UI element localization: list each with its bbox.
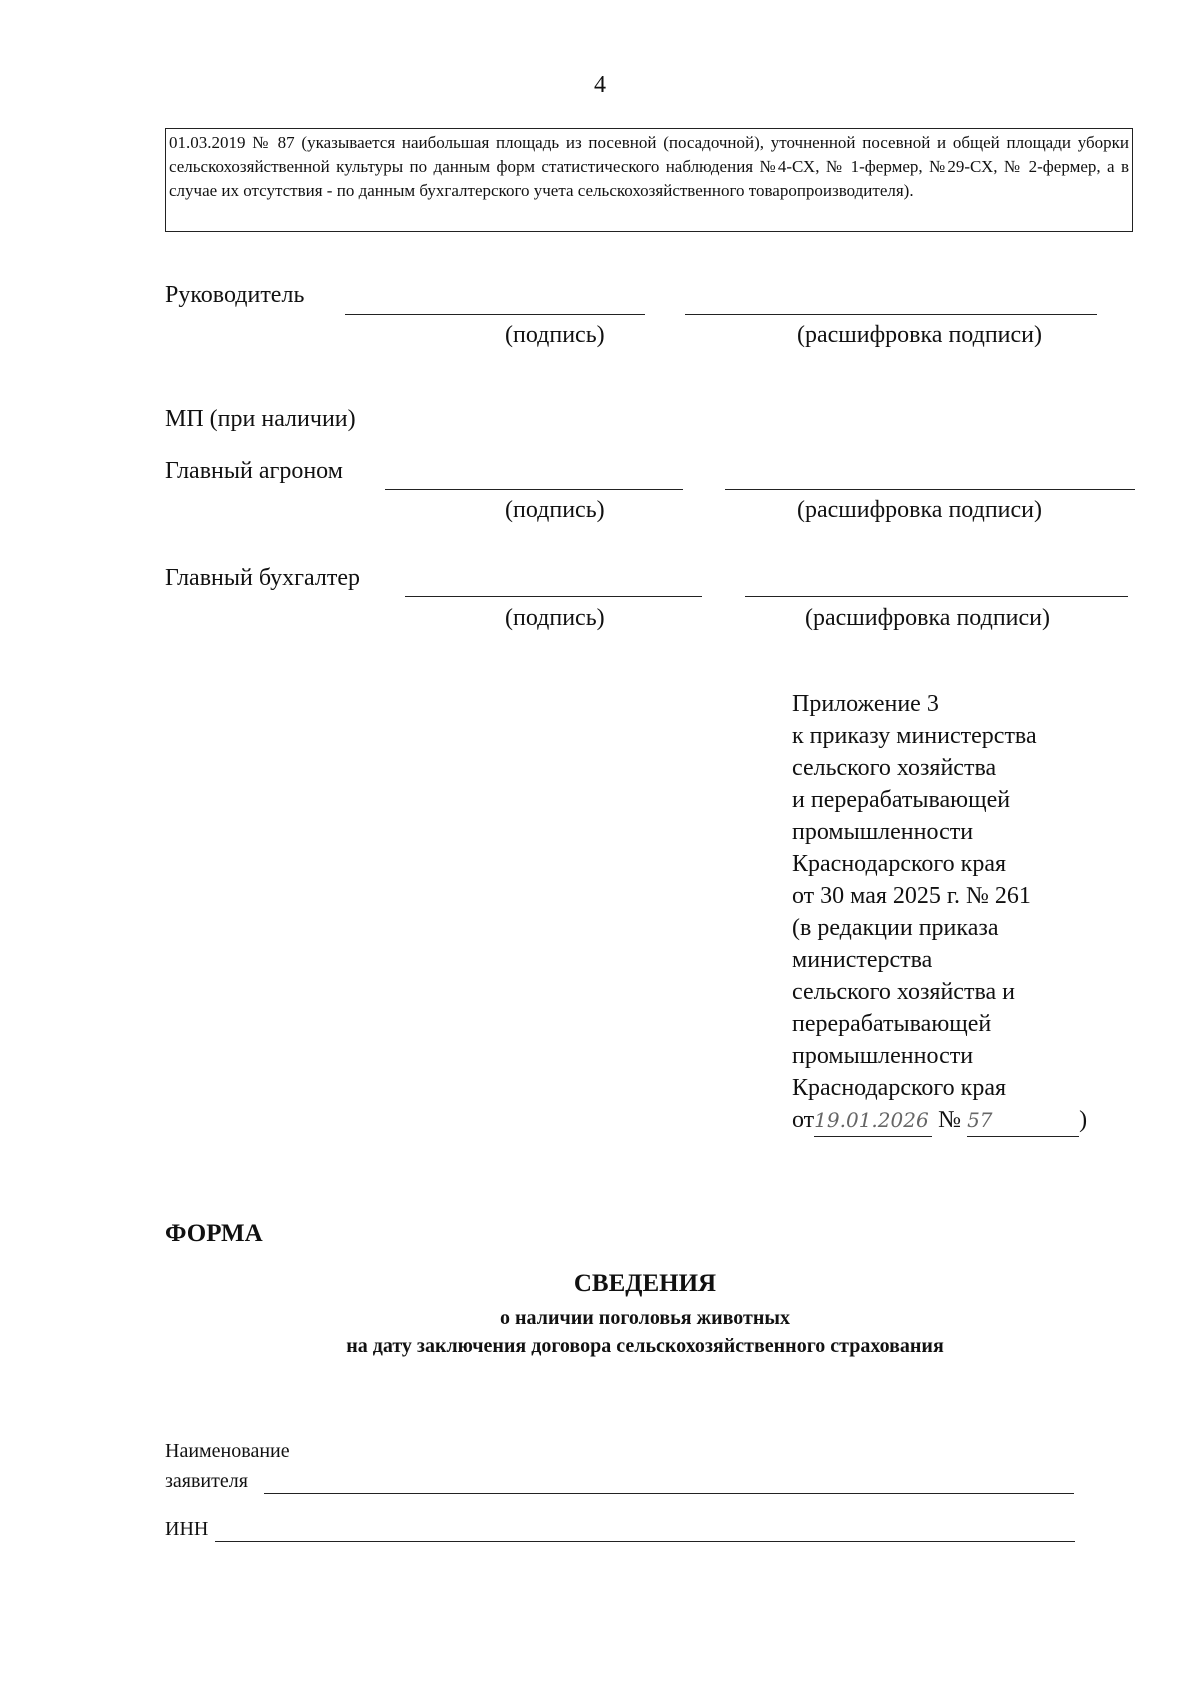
appendix-line: министерства xyxy=(792,947,933,973)
head-decode-line xyxy=(685,314,1097,315)
agronomist-sign-caption: (подпись) xyxy=(505,497,605,523)
appendix-line: сельского хозяйства и xyxy=(792,979,1015,1005)
accountant-sign-caption: (подпись) xyxy=(505,605,605,631)
appendix-line: и перерабатывающей xyxy=(792,787,1011,813)
appendix-line: от 30 мая 2025 г. № 261 xyxy=(792,883,1031,909)
appendix-line: перерабатывающей xyxy=(792,1011,992,1037)
applicant-label-1: Наименование xyxy=(165,1440,290,1462)
appendix-line: промышленности xyxy=(792,819,974,845)
agronomist-decode-caption: (расшифровка подписи) xyxy=(797,497,1042,523)
title-line-2: на дату заключения договора сельскохозяйственного страхования xyxy=(346,1335,944,1357)
head-label: Руководитель xyxy=(165,282,305,308)
date-prefix: от xyxy=(792,1107,815,1133)
title-line-1: о наличии поголовья животных xyxy=(500,1307,790,1329)
handwritten-date: 19.01.2026 xyxy=(814,1104,932,1137)
inn-label: ИНН xyxy=(165,1518,209,1540)
appendix-line: к приказу министерства xyxy=(792,723,1037,749)
stamp-label: МП (при наличии) xyxy=(165,406,356,432)
appendix-line: Приложение 3 xyxy=(792,691,939,717)
appendix-line: Краснодарского края xyxy=(792,1075,1007,1101)
inn-field-line[interactable] xyxy=(215,1541,1075,1542)
number-sign: № xyxy=(938,1107,962,1133)
applicant-field-line[interactable] xyxy=(264,1493,1074,1494)
form-label: ФОРМА xyxy=(165,1220,263,1247)
note-box: 01.03.2019 № 87 (указывается наибольшая площадь из посевной (посадочной), уточненной посевной и общей площади уборки сельскохозяйственной культуры по данным форм статистического наблюдения №4-СХ, № 1-фермер, №29-СХ, № 2-фермер, а в случае их отсутствия - по данным бухгалтерского учета сельскохозяйственного товаропроизводителя). xyxy=(165,128,1133,232)
appendix-line: (в редакции приказа xyxy=(792,915,999,941)
document-title: СВЕДЕНИЯ xyxy=(573,1270,717,1297)
head-decode-caption: (расшифровка подписи) xyxy=(797,322,1042,348)
accountant-label: Главный бухгалтер xyxy=(165,565,360,591)
accountant-decode-line xyxy=(745,596,1128,597)
head-sign-caption: (подпись) xyxy=(505,322,605,348)
appendix-block xyxy=(792,688,1112,1137)
appendix-line: промышленности xyxy=(792,1043,974,1069)
handwritten-number: 57 xyxy=(967,1104,1079,1137)
appendix-date-line xyxy=(792,1104,1112,1137)
appendix-line: сельского хозяйства xyxy=(792,755,997,781)
close-paren: ) xyxy=(1079,1107,1088,1133)
appendix-line: Краснодарского края xyxy=(792,851,1007,877)
page-number: 4 xyxy=(594,72,606,98)
head-sign-line xyxy=(345,314,645,315)
applicant-label-2: заявителя xyxy=(165,1470,248,1492)
agronomist-decode-line xyxy=(725,489,1135,490)
accountant-decode-caption: (расшифровка подписи) xyxy=(805,605,1050,631)
accountant-sign-line xyxy=(405,596,702,597)
agronomist-sign-line xyxy=(385,489,683,490)
agronomist-label: Главный агроном xyxy=(165,458,343,484)
